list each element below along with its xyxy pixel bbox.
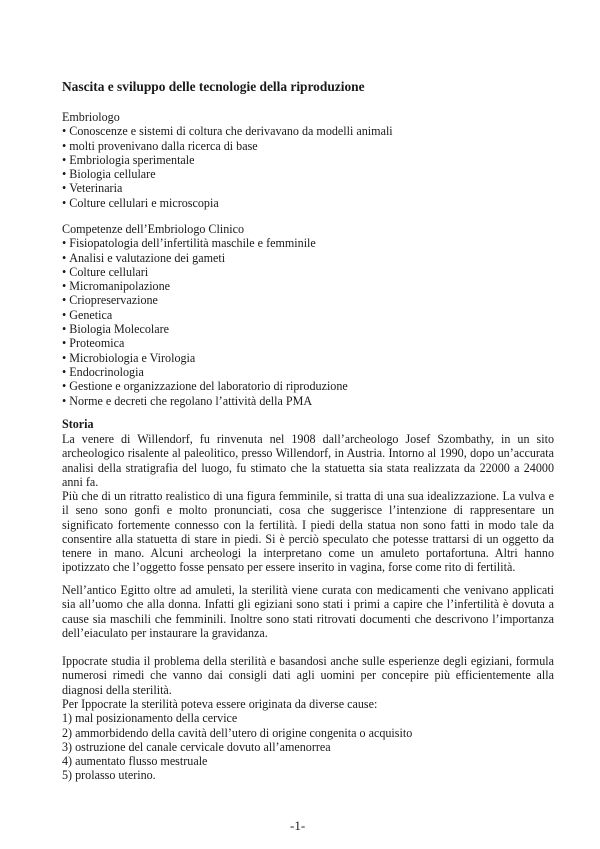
embriologo-item: • Embriologia sperimentale	[62, 153, 393, 167]
competenze-section	[62, 222, 348, 408]
competenze-item: • Genetica	[62, 308, 348, 322]
embriologo-item: • Biologia cellulare	[62, 167, 393, 181]
embriologo-item: • molti provenivano dalla ricerca di base	[62, 139, 393, 153]
cause-item: 3) ostruzione del canale cervicale dovuto all’amenorrea	[62, 739, 331, 754]
competenze-heading: Competenze dell’Embriologo Clinico	[62, 222, 245, 236]
causes-intro: Per Ippocrate la sterilità poteva essere originata da diverse cause:	[62, 697, 378, 711]
cause-item: 5) prolasso uterino.	[62, 768, 156, 783]
embriologo-item: • Conoscenze e sistemi di coltura che derivavano da modelli animali	[62, 124, 393, 138]
storia-paragraph-2: Più che di un ritratto realistico di una figura femminile, si tratta di una sua idealizzazione. La vulva e il seno sono gonfi e molto pronunciati, cosa che suggerisce l’intenzione di rappresentare un significato fortemente connesso con la fertilità. I piedi della statua non sono fatti in modo tale da consentire alla statuetta di stare in piedi. Si è perciò speculato che potesse trattarsi di un oggetto da tenere in mano. Alcuni archeologi la interpretano come un amuleto portafortuna. Altri hanno ipotizzato che l’oggetto fosse pensato per essere inserito in vagina, forse come rito di fertilità.	[62, 489, 554, 575]
competenze-item: • Criopreservazione	[62, 293, 348, 307]
embriologo-item: • Veterinaria	[62, 181, 393, 195]
causes-list	[62, 697, 562, 783]
storia-heading: Storia	[62, 417, 94, 431]
competenze-item: • Analisi e valutazione dei gameti	[62, 251, 348, 265]
embriologo-section	[62, 110, 393, 210]
cause-item: 4) aumentato flusso mestruale	[62, 754, 208, 769]
competenze-item: • Micromanipolazione	[62, 279, 348, 293]
competenze-item: • Gestione e organizzazione del laboratorio di riproduzione	[62, 379, 348, 393]
cause-item: 1) mal posizionamento della cervice	[62, 711, 238, 726]
competenze-item: • Norme e decreti che regolano l’attività della PMA	[62, 394, 348, 408]
competenze-item: • Colture cellulari	[62, 265, 348, 279]
storia-paragraph-3: Nell’antico Egitto oltre ad amuleti, la sterilità viene curata con medicamenti che venivano applicati sia all’uomo che alla donna. Infatti gli egiziani sono stati i primi a capire che l’infertilità è dovuta a cause sia maschili che femminili. Inoltre sono stati ritrovati documenti che descrivono l’importanza dell’eiaculato per instaurare la gravidanza.	[62, 583, 554, 640]
storia-paragraph-1: La venere di Willendorf, fu rinvenuta nel 1908 dall’archeologo Josef Szombathy, in un sito archeologico risalente al paleolitico, presso Willendorf, in Austria. Intorno al 1990, dopo un’accurata analisi della stratigrafia del luogo, fu stimato che la statuetta sia stata realizzata da 22000 a 24000 anni fa.	[62, 432, 554, 489]
competenze-item: • Endocrinologia	[62, 365, 348, 379]
embriologo-heading: Embriologo	[62, 110, 120, 124]
cause-item: 2) ammorbidendo della cavità dell’utero di origine congenita o acquisito	[62, 725, 413, 740]
page-number: -1-	[290, 818, 306, 833]
competenze-item: • Fisiopatologia dell’infertilità maschile e femminile	[62, 236, 348, 250]
competenze-item: • Biologia Molecolare	[62, 322, 348, 336]
embriologo-item: • Colture cellulari e microscopia	[62, 196, 393, 210]
page-title: Nascita e sviluppo delle tecnologie della riproduzione	[62, 79, 365, 94]
competenze-item: • Proteomica	[62, 336, 348, 350]
competenze-item: • Microbiologia e Virologia	[62, 351, 348, 365]
storia-paragraph-4: Ippocrate studia il problema della sterilità e basandosi anche sulle esperienze degli egiziani, formula numerosi rimedi che vanno dai consigli dati agli uomini per concepire più efficientemente alla diagnosi della sterilità.	[62, 654, 554, 697]
